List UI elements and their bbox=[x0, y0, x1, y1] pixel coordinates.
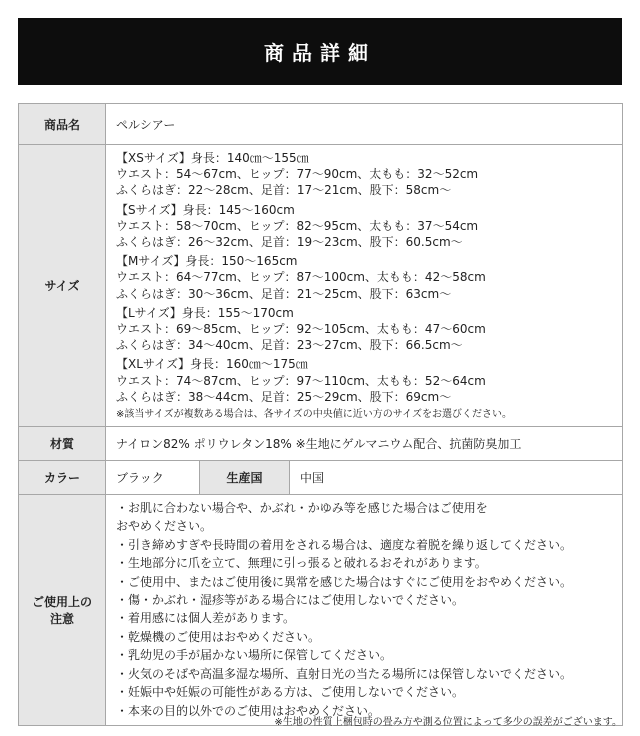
origin-value: 中国 bbox=[290, 461, 623, 495]
caution-item: ・傷・かぶれ・湿疹等がある場合にはご使用しないでください。 bbox=[116, 593, 465, 608]
color-label: カラー bbox=[19, 461, 106, 495]
size-xs-measure-2: ふくらはぎ：22〜28cm、足首：17〜21cm、股下：58cm〜 bbox=[116, 183, 452, 198]
size-xs-measure-1: ウエスト：54〜67cm、ヒップ：77〜90cm、太もも：32〜52cm bbox=[116, 167, 479, 182]
caution-item: ・乳幼児の手が届かない場所に保管してください。 bbox=[116, 648, 393, 663]
caution-item: ・お肌に合わない場合や、かぶれ・かゆみ等を感じた場合はご使用を bbox=[116, 501, 488, 516]
product-name-label: 商品名 bbox=[19, 104, 106, 145]
page-title: 商品詳細 bbox=[18, 18, 622, 85]
size-group-xs bbox=[116, 150, 612, 199]
caution-list bbox=[106, 495, 623, 726]
material-value: ナイロン82% ポリウレタン18% ※生地にゲルマニウム配合、抗菌防臭加工 bbox=[106, 427, 623, 461]
caution-label bbox=[19, 495, 106, 726]
origin-label: 生産国 bbox=[200, 461, 290, 495]
size-xl-height: 【XLサイズ】身長：160㎝〜175㎝ bbox=[116, 357, 308, 372]
size-group-xl bbox=[116, 356, 612, 405]
size-group-m bbox=[116, 253, 612, 302]
size-xs-height: 【XSサイズ】身長：140㎝〜155㎝ bbox=[116, 151, 309, 165]
caution-item: ・乾燥機のご使用はおやめください。 bbox=[116, 629, 321, 644]
size-s-measure-2: ふくらはぎ：26〜32cm、足首：19〜23cm、股下：60.5cm〜 bbox=[116, 235, 463, 250]
color-row bbox=[19, 461, 623, 495]
caution-item: おやめください。 bbox=[116, 519, 213, 534]
color-value: ブラック bbox=[106, 461, 200, 495]
size-xl-measure-2: ふくらはぎ：38〜44cm、足首：25〜29cm、股下：69cm〜 bbox=[116, 389, 452, 404]
size-l-measure-2: ふくらはぎ：34〜40cm、足首：23〜27cm、股下：66.5cm〜 bbox=[116, 338, 463, 353]
caution-row bbox=[19, 495, 623, 726]
size-value bbox=[106, 145, 623, 427]
size-m-measure-1: ウエスト：64〜77cm、ヒップ：87〜100cm、太もも：42〜58cm bbox=[116, 270, 486, 285]
caution-item: ・引き締めすぎや長時間の着用をされる場合は、適度な着脱を繰り返してください。 bbox=[116, 537, 573, 552]
caution-label-line-1: ご使用上の bbox=[31, 594, 92, 609]
size-l-measure-1: ウエスト：69〜85cm、ヒップ：92〜105cm、太もも：47〜60cm bbox=[116, 322, 486, 337]
size-row bbox=[19, 145, 623, 427]
product-name-value: ペルシアー bbox=[106, 104, 623, 145]
size-note: ※該当サイズが複数ある場合は、各サイズの中央値に近い方のサイズをお選びください。 bbox=[116, 409, 512, 421]
material-row bbox=[19, 427, 623, 461]
product-name-row bbox=[19, 104, 623, 145]
size-m-height: 【Mサイズ】身長：150〜165cm bbox=[116, 254, 298, 269]
footnote: ※生地の性質上梱包時の畳み方や測る位置によって多少の誤差がございます。 bbox=[274, 717, 622, 728]
caution-item: ・妊娠中や妊娠の可能性がある方は、ご使用しないでください。 bbox=[116, 685, 465, 700]
size-m-measure-2: ふくらはぎ：30〜36cm、足首：21〜25cm、股下：63cm〜 bbox=[116, 286, 452, 301]
size-group-l bbox=[116, 305, 612, 354]
caution-item: ・着用感には個人差があります。 bbox=[116, 611, 296, 626]
size-s-height: 【Sサイズ】身長：145〜160cm bbox=[116, 202, 295, 217]
size-l-height: 【Lサイズ】身長：155〜170cm bbox=[116, 305, 294, 320]
caution-label-line-2: 注意 bbox=[49, 611, 74, 626]
caution-item: ・ご使用中、またはご使用後に異常を感じた場合はすぐにご使用をおやめください。 bbox=[116, 574, 573, 589]
caution-item: ・本来の目的以外でのご使用はおやめください。 bbox=[116, 703, 381, 718]
size-label: サイズ bbox=[19, 145, 106, 427]
size-xl-measure-1: ウエスト：74〜87cm、ヒップ：97〜110cm、太もも：52〜64cm bbox=[116, 373, 486, 388]
size-s-measure-1: ウエスト：58〜70cm、ヒップ：82〜95cm、太もも：37〜54cm bbox=[116, 218, 479, 233]
caution-item: ・生地部分に爪を立て、無理に引っ張ると破れるおそれがあります。 bbox=[116, 556, 487, 571]
material-label: 材質 bbox=[19, 427, 106, 461]
product-detail-table bbox=[18, 103, 623, 726]
size-group-s bbox=[116, 202, 612, 251]
caution-item: ・火気のそばや高温多湿な場所、直射日光の当たる場所には保管しないでください。 bbox=[116, 666, 573, 681]
